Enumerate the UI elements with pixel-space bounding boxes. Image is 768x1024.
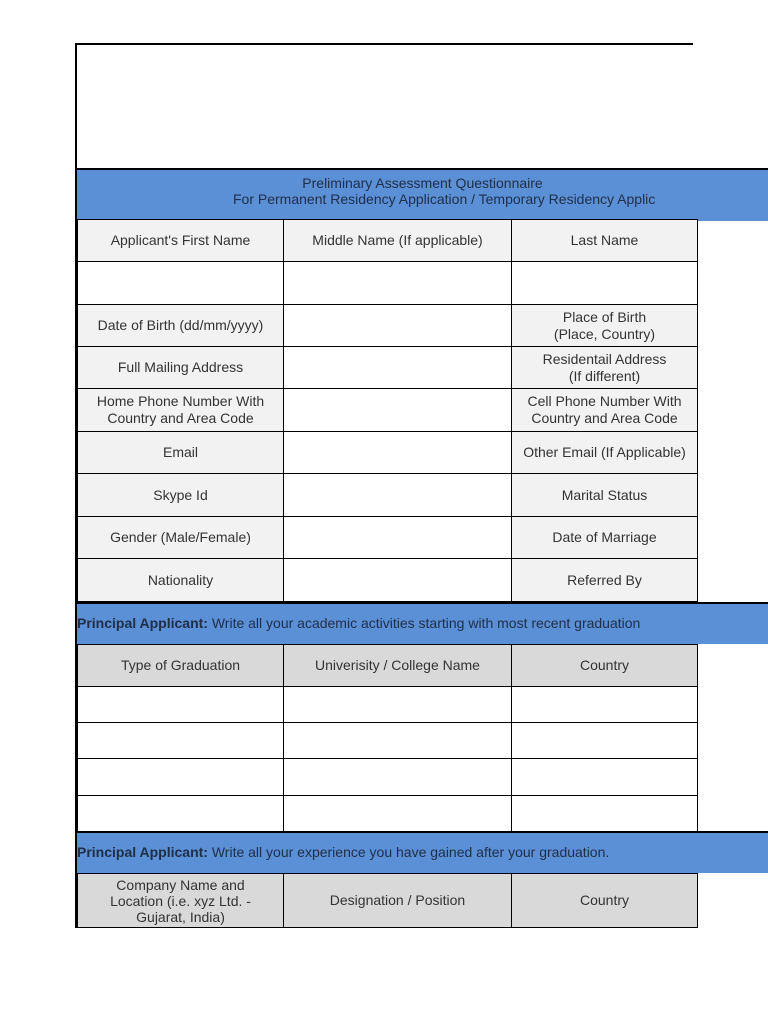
col-country-header: Country — [512, 874, 698, 928]
table-cell[interactable] — [512, 723, 698, 759]
marital-status-label: Marital Status — [512, 474, 698, 517]
home-phone-field[interactable] — [284, 389, 512, 432]
logo-area — [77, 45, 693, 168]
table-cell[interactable] — [78, 723, 284, 759]
table-cell[interactable] — [512, 759, 698, 796]
skype-label: Skype Id — [78, 474, 284, 517]
title-line-2: For Permanent Residency Application / Temporary Residency Applic — [233, 191, 656, 207]
dob-field[interactable] — [284, 305, 512, 347]
education-table — [77, 644, 698, 832]
questionnaire-sheet — [75, 43, 768, 928]
date-of-marriage-label: Date of Marriage — [512, 517, 698, 559]
col-designation-header: Designation / Position — [284, 874, 512, 928]
nationality-field[interactable] — [284, 559, 512, 602]
referred-by-label: Referred By — [512, 559, 698, 602]
residential-address-label: Residentail Address (If different) — [512, 347, 698, 389]
home-phone-label: Home Phone Number With Country and Area Code — [78, 389, 284, 432]
education-banner-desc: Write all your academic activities starting with most recent graduation — [207, 615, 641, 631]
experience-banner-desc: Write all your experience you have gained after your graduation. — [207, 844, 610, 860]
table-cell[interactable] — [78, 759, 284, 796]
education-banner-bold: Principal Applicant: — [77, 615, 208, 631]
dob-label: Date of Birth (dd/mm/yyyy) — [78, 305, 284, 347]
col-graduation-type-header: Type of Graduation — [78, 645, 284, 687]
col-country-header: Country — [512, 645, 698, 687]
experience-banner-bold: Principal Applicant: — [77, 844, 208, 860]
first-name-field[interactable] — [78, 262, 284, 305]
gender-field[interactable] — [284, 517, 512, 559]
email-field[interactable] — [284, 432, 512, 474]
table-cell[interactable] — [512, 687, 698, 723]
table-cell[interactable] — [284, 687, 512, 723]
table-cell[interactable] — [284, 796, 512, 832]
nationality-label: Nationality — [78, 559, 284, 602]
email-label: Email — [78, 432, 284, 474]
skype-field[interactable] — [284, 474, 512, 517]
table-cell[interactable] — [284, 759, 512, 796]
col-university-header: Univerisity / College Name — [284, 645, 512, 687]
other-email-label: Other Email (If Applicable) — [512, 432, 698, 474]
table-cell[interactable] — [78, 796, 284, 832]
personal-info-table — [77, 219, 698, 602]
table-cell[interactable] — [284, 723, 512, 759]
table-cell[interactable] — [78, 687, 284, 723]
education-banner-text — [77, 615, 693, 631]
table-cell[interactable] — [512, 796, 698, 832]
mailing-address-label: Full Mailing Address — [78, 347, 284, 389]
mailing-address-field[interactable] — [284, 347, 512, 389]
col-company-header: Company Name and Location (i.e. xyz Ltd. - Gujarat, India) — [78, 874, 284, 928]
experience-banner-text — [77, 844, 693, 860]
gender-label: Gender (Male/Female) — [78, 517, 284, 559]
experience-banner — [77, 831, 768, 873]
col-middle-name-header: Middle Name (If applicable) — [284, 220, 512, 262]
place-of-birth-label: Place of Birth (Place, Country) — [512, 305, 698, 347]
col-last-name-header: Last Name — [512, 220, 698, 262]
experience-table — [77, 873, 698, 928]
last-name-field[interactable] — [512, 262, 698, 305]
middle-name-field[interactable] — [284, 262, 512, 305]
title-line-1: Preliminary Assessment Questionnaire — [302, 175, 543, 191]
education-banner — [77, 602, 768, 644]
col-first-name-header: Applicant's First Name — [78, 220, 284, 262]
cell-phone-label: Cell Phone Number With Country and Area Code — [512, 389, 698, 432]
title-banner — [77, 168, 768, 221]
